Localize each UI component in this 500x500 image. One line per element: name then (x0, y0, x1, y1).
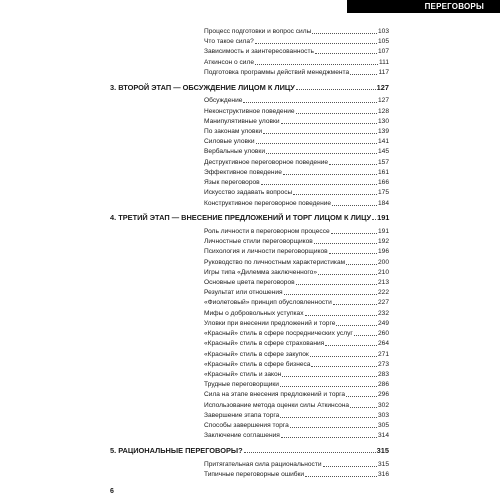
toc-entry-page: 264 (377, 340, 389, 348)
dot-leader (336, 325, 377, 326)
toc-entry-page: 222 (377, 289, 389, 297)
toc-entry[interactable] (204, 268, 389, 277)
toc-entry-title: «Красный» стиль в сфере закупок (204, 350, 309, 358)
toc-entry-page: 130 (377, 117, 389, 125)
toc-entry-title: «Красный» стиль в сфере страхования (204, 340, 325, 348)
toc-entry[interactable] (204, 370, 389, 379)
toc-entry-page: 192 (377, 238, 389, 246)
dot-leader (323, 466, 377, 467)
dot-leader (329, 253, 377, 254)
toc-entry-title: Неконструктивное поведение (204, 107, 295, 115)
toc-entry-title: Деструктивное переговорное поведение (204, 158, 329, 166)
toc-entry-title: Конструктивное переговорное поведение (204, 199, 332, 207)
toc-entry-title: Язык переговоров (204, 179, 260, 187)
dot-leader (293, 194, 377, 195)
toc-entry-title: Манипулятивные уловки (204, 117, 280, 125)
toc-entry[interactable] (204, 227, 389, 236)
toc-entry-title: Подготовка программы действий менеджмента (204, 68, 350, 76)
toc-entry-page: 191 (377, 213, 390, 223)
toc-entry[interactable] (204, 107, 389, 116)
toc-entry-page: 141 (377, 138, 389, 146)
toc-entry-page: 184 (377, 199, 389, 207)
toc-entry[interactable] (204, 137, 389, 146)
toc-entry[interactable] (204, 147, 389, 156)
dot-leader (333, 304, 377, 305)
dot-leader (290, 427, 377, 428)
dot-leader (354, 335, 377, 336)
toc-entry-title: Трудные переговорщики (204, 381, 279, 389)
dot-leader (281, 437, 377, 438)
toc-entry-page: 296 (377, 391, 389, 399)
toc-entry-title: Руководство по личностным характеристикам (204, 258, 346, 266)
toc-entry-title: Эффективное поведение (204, 168, 282, 176)
toc-entry[interactable] (204, 309, 389, 318)
toc-chapter[interactable] (110, 83, 389, 92)
dot-leader (305, 315, 377, 316)
toc-entry-title: Притягательная сила рациональности (204, 460, 322, 468)
toc-entry-title: Аткинсон о силе (204, 58, 254, 66)
toc-entry-title: Вербальные уловки (204, 148, 265, 156)
toc-entry[interactable] (204, 421, 389, 430)
dot-leader (283, 174, 377, 175)
toc-entry-title: Что такое сила? (204, 38, 254, 46)
toc-entry[interactable] (204, 199, 389, 208)
toc-entry-page: 107 (377, 48, 389, 56)
toc-entry-title: Процесс подготовки и вопрос силы (204, 28, 312, 35)
toc-entry-page: 273 (377, 360, 389, 368)
dot-leader (329, 164, 377, 165)
toc-entry-page: 213 (377, 279, 389, 287)
dot-leader (372, 219, 376, 220)
dot-leader (311, 366, 377, 367)
dot-leader (346, 264, 377, 265)
toc-entry-page: 128 (377, 107, 389, 115)
toc-entry-title: «Красный» стиль в сфере бизнеса (204, 360, 311, 368)
toc-entry-title: 4. ТРЕТИЙ ЭТАП — ВНЕСЕНИЕ ПРЕДЛОЖЕНИЙ И ТОРГ ЛИЦОМ К ЛИЦУ (110, 213, 372, 223)
toc-entry[interactable] (204, 37, 389, 46)
toc-entry-page: 316 (377, 471, 389, 478)
toc-entry[interactable] (204, 360, 389, 369)
toc-entry-title: Результат или отношения (204, 289, 283, 297)
toc-entry-page: 315 (376, 446, 389, 456)
dot-leader (261, 184, 377, 185)
toc-entry-page: 315 (377, 460, 389, 468)
toc-entry-title: «Красный» стиль и закон (204, 371, 282, 378)
toc-entry[interactable] (204, 247, 389, 256)
toc-entry-title: Личностные стили переговорщиков (204, 238, 313, 246)
toc-entry-title: Искусство задавать вопросы (204, 189, 293, 197)
toc-entry-title: Уловки при внесении предложений и торге (204, 319, 336, 327)
toc-entry[interactable] (204, 411, 389, 420)
toc-entry-title: Роль личности в переговорном процессе (204, 227, 330, 235)
toc-entry-title: По законам уловки (204, 127, 263, 135)
toc-entry[interactable] (204, 298, 389, 307)
dot-leader (284, 294, 377, 295)
toc-entry[interactable] (204, 237, 389, 246)
toc-entry-title: 3. ВТОРОЙ ЭТАП — ОБСУЖДЕНИЕ ЛИЦОМ К ЛИЦУ (110, 82, 295, 92)
toc-entry[interactable] (204, 168, 389, 177)
toc-entry-page: 117 (378, 68, 389, 76)
toc-entry-title: «Фиолетовый» принцип обусловленности (204, 299, 332, 307)
toc-entry[interactable] (204, 178, 389, 187)
toc-entry[interactable] (204, 117, 389, 126)
toc-entry-page: 161 (377, 168, 389, 176)
toc-entry-page: 103 (377, 28, 389, 35)
dot-leader (315, 53, 377, 54)
toc-entry-title: Основные цвета переговоров (204, 279, 295, 287)
dot-leader (256, 143, 377, 144)
toc-entry-page: 105 (377, 38, 389, 46)
toc-entry-page: 200 (377, 258, 389, 266)
toc-entry-page: 271 (377, 350, 389, 358)
toc-entry-title: Использование метода оценки силы Аткинсона (204, 401, 350, 409)
toc-entry-page: 314 (377, 432, 389, 440)
toc-entry-title: Заключение соглашения (204, 432, 280, 440)
dot-leader (312, 33, 377, 34)
toc-entry-page: 111 (378, 58, 389, 66)
toc-entry[interactable] (204, 68, 389, 77)
dot-leader (318, 274, 377, 275)
toc-chapter[interactable] (110, 213, 389, 222)
dot-leader (243, 102, 377, 103)
dot-leader (255, 43, 377, 44)
dot-leader (350, 407, 377, 408)
toc-entry-page: 283 (377, 371, 389, 378)
toc-entry-page: 302 (377, 401, 389, 409)
toc-entry-title: 5. РАЦИОНАЛЬНЫЕ ПЕРЕГОВОРЫ? (110, 446, 243, 456)
toc-entry-page: 196 (377, 248, 389, 256)
toc-entry-page: 210 (377, 268, 389, 276)
dot-leader (296, 284, 377, 285)
toc-entry[interactable] (204, 127, 389, 136)
toc-entry[interactable] (204, 460, 389, 469)
toc-entry[interactable] (204, 58, 389, 67)
running-header-title: ПЕРЕГОВОРЫ (424, 2, 484, 11)
toc-entry-title: Силовые уловки (204, 138, 255, 146)
toc-entry-title: Сила на этапе внесения предложений и торга (204, 391, 346, 399)
toc-entry-page: 139 (377, 127, 389, 135)
dot-leader (280, 417, 377, 418)
toc-entry-page: 249 (377, 319, 389, 327)
toc-entry[interactable] (204, 288, 389, 297)
dot-leader (266, 153, 377, 154)
toc-entry-page: 232 (377, 309, 389, 317)
toc-entry-title: «Красный» стиль в сфере посреднических услуг (204, 330, 353, 338)
toc-entry-title: Способы завершения торга (204, 422, 289, 430)
toc-entry[interactable] (204, 401, 389, 410)
toc-entry[interactable] (204, 47, 389, 56)
dot-leader (314, 243, 377, 244)
toc-entry-title: Завершение этапа торга (204, 411, 280, 419)
running-header (347, 0, 500, 13)
toc-entry-page: 305 (377, 422, 389, 430)
toc-entry[interactable] (204, 431, 389, 440)
toc-entry-page: 127 (377, 97, 389, 105)
toc-entry[interactable] (204, 390, 389, 399)
dot-leader (296, 89, 376, 90)
toc-entry[interactable] (204, 188, 389, 197)
toc-entry[interactable] (204, 470, 389, 479)
page-number: 6 (110, 488, 114, 495)
toc-entry-page: 286 (377, 381, 389, 389)
toc-entry[interactable] (204, 158, 389, 167)
toc-entry-title: Типичные переговорные ошибки (204, 471, 305, 478)
toc-entry[interactable] (204, 329, 389, 338)
dot-leader (350, 74, 377, 75)
dot-leader (263, 133, 377, 134)
toc-entry-page: 145 (377, 148, 389, 156)
toc-entry-title: Зависимость и заинтересованность (204, 48, 314, 56)
toc-entry-title: Мифы о добровольных уступках (204, 309, 304, 317)
toc-entry[interactable] (204, 27, 389, 36)
toc-entry-title: Психология и личности переговорщиков (204, 248, 328, 256)
dot-leader (244, 452, 376, 453)
dot-leader (346, 396, 377, 397)
dot-leader (305, 476, 377, 477)
toc-entry-page: 260 (377, 330, 389, 338)
dot-leader (281, 123, 377, 124)
toc-entry-title: Обсуждение (204, 97, 243, 105)
dot-leader (325, 345, 377, 346)
toc-entry[interactable] (204, 380, 389, 389)
toc-entry[interactable] (204, 278, 389, 287)
dot-leader (280, 386, 377, 387)
dot-leader (282, 376, 377, 377)
toc-entry-page: 166 (377, 179, 389, 187)
dot-leader (255, 64, 378, 65)
toc-entry[interactable] (204, 319, 389, 328)
toc-entry[interactable] (204, 258, 389, 267)
toc-entry-title: Игры типа «Дилемма заключенного» (204, 268, 317, 276)
toc-entry-page: 191 (377, 227, 389, 235)
toc-entry-page: 175 (377, 189, 389, 197)
toc-entry[interactable] (204, 350, 389, 359)
toc-entry[interactable] (204, 339, 389, 348)
dot-leader (331, 233, 377, 234)
toc-entry-page: 227 (377, 299, 389, 307)
dot-leader (310, 356, 377, 357)
toc-entry-page: 157 (377, 158, 389, 166)
toc-chapter[interactable] (110, 446, 389, 455)
toc-entry-page: 127 (376, 82, 389, 92)
dot-leader (332, 205, 377, 206)
dot-leader (296, 113, 377, 114)
toc-entry-page: 303 (377, 411, 389, 419)
toc-entry[interactable] (204, 96, 389, 105)
